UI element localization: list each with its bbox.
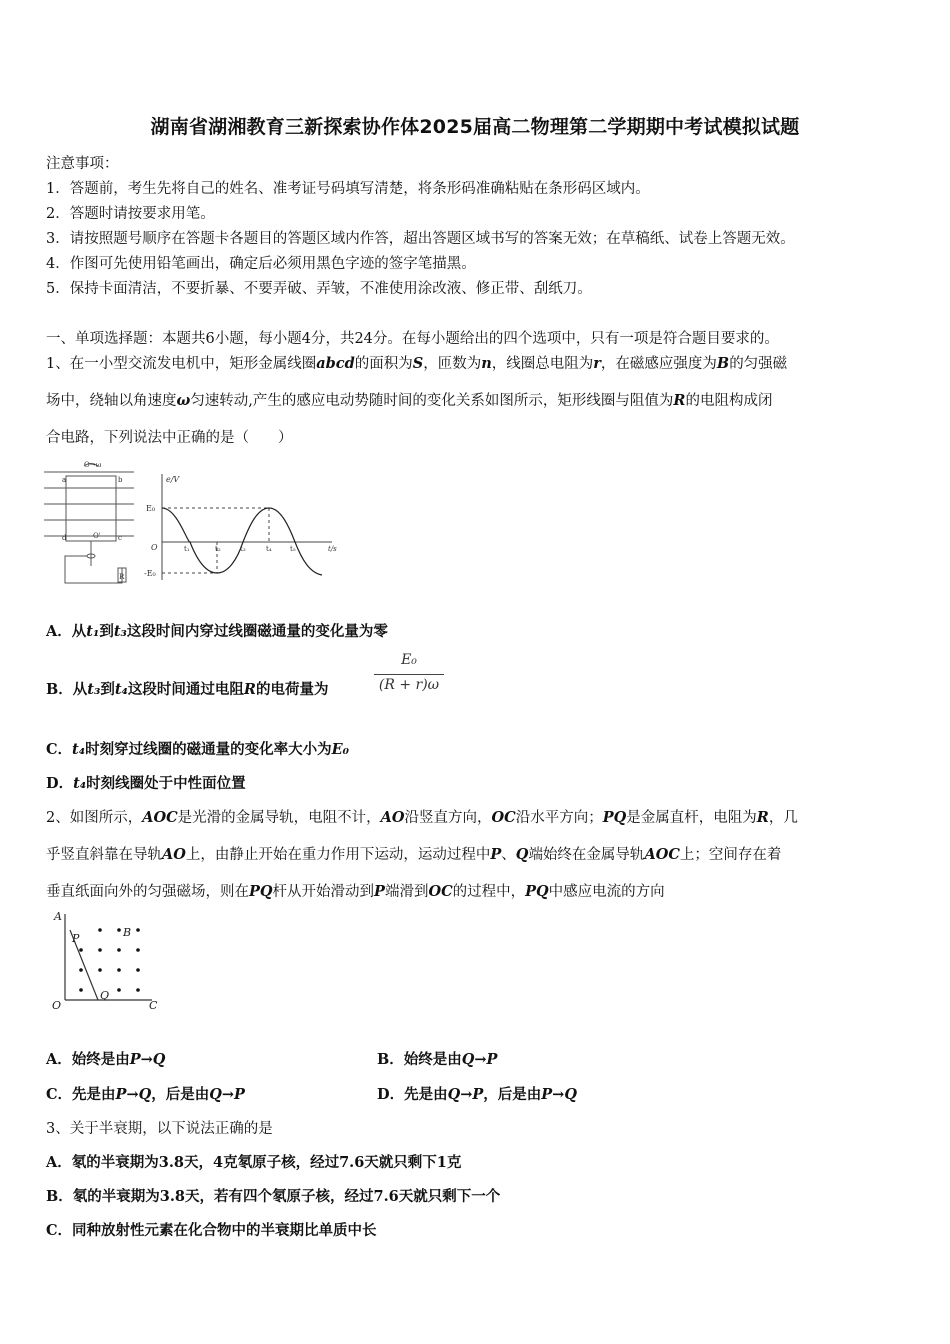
label-b: B [123, 926, 132, 939]
e0-label: E₀ [146, 504, 156, 513]
notice-heading: 注意事项： [46, 156, 119, 172]
coil-label-b: b [118, 476, 123, 484]
label-o: O [52, 999, 62, 1012]
q2-stem-line1: 2、如图所示，AOC是光滑的金属导轨，电阻不计，AO沿竖直方向，OC沿水平方向；PQ是金属直杆，电阻为R，几 [46, 809, 798, 826]
q1-option-b[interactable]: B．从t₃到t₄这段时间通过电阻R的电荷量为 [46, 681, 329, 698]
q3-option-a[interactable]: A．氡的半衰期为3.8天，4克氡原子核，经过7.6天就只剩下1克 [46, 1154, 462, 1171]
notice-item: 5．保持卡面清洁，不要折暴、不要弄破、弄皱，不准使用涂改液、修正带、刮纸刀。 [46, 281, 592, 297]
x-label: t/s [328, 545, 337, 553]
notice-item: 3．请按照题号顺序在答题卡各题目的答题区域内作答，超出答题区域书写的答案无效；在草稿纸、试卷上答题无效。 [46, 231, 795, 247]
q2-option-b[interactable]: B．始终是由Q→P [377, 1051, 498, 1068]
label-c: C [149, 999, 158, 1012]
q2-stem-line2: 乎竖直斜靠在导轨AO上，由静止开始在重力作用下运动，运动过程中P、Q端始终在金属导轨AOC上；空间存在着 [46, 846, 782, 863]
tick-t2: t₂ [215, 545, 221, 553]
coil-label-o: O' [93, 532, 101, 540]
q2-option-a[interactable]: A．始终是由P→Q [46, 1051, 166, 1068]
coil-label-d: d [62, 534, 67, 542]
notice-item: 2．答题时请按要求用笔。 [46, 206, 215, 222]
emf-graph [142, 470, 342, 582]
origin-label: O [151, 543, 158, 552]
notice-item: 4．作图可先使用铅笔画出，确定后必须用黑色字迹的签字笔描黑。 [46, 256, 476, 272]
charge-fraction [372, 650, 446, 696]
tick-t3: t₃ [240, 545, 246, 553]
label-a: A [54, 910, 62, 923]
page-title: 湖南省湖湘教育三新探索协作体2025届高二物理第二学期期中考试模拟试题 [150, 116, 800, 138]
q2-stem-line3: 垂直纸面向外的匀强磁场，则在PQ杆从开始滑动到P端滑到OC的过程中，PQ中感应电流的方向 [46, 883, 665, 900]
q1-stem-line2: 场中，绕轴以角速度ω匀速转动,产生的感应电动势随时间的变化关系如图所示，矩形线圈与阻值为R的电阻构成闭 [46, 392, 773, 409]
q1-option-d[interactable]: D．t₄时刻线圈处于中性面位置 [46, 775, 246, 792]
fraction-numerator: E₀ [401, 652, 417, 668]
coil-label-r: R [119, 573, 125, 581]
y-label: e/V [166, 475, 180, 484]
label-q: Q [100, 989, 110, 1002]
notice-item: 1．答题前，考生先将自己的姓名、准考证号码填写清楚，将条形码准确粘贴在条形码区域内。 [46, 181, 650, 197]
label-p: P [72, 932, 80, 945]
neg-e0-label: -E₀ [144, 569, 156, 578]
q3-option-c[interactable]: C．同种放射性元素在化合物中的半衰期比单质中长 [46, 1222, 377, 1239]
q1-option-c[interactable]: C．t₄时刻穿过线圈的磁通量的变化率大小为E₀ [46, 741, 350, 758]
fraction-denominator: (R + r)ω [378, 677, 440, 693]
q1-stem-line1: 1、在一小型交流发电机中，矩形金属线圈abcd的面积为S，匝数为n，线圈总电阻为r，在磁感应强度为B的匀强磁 [46, 355, 788, 372]
q3-option-b[interactable]: B．氡的半衰期为3.8天，若有四个氡原子核，经过7.6天就只剩下一个 [46, 1188, 501, 1205]
q1-stem-line3: 合电路，下列说法中正确的是（ ） [46, 430, 293, 446]
coil-rotation-label: O→ω [84, 461, 102, 469]
section-header: 一、单项选择题：本题共6小题，每小题4分，共24分。在每小题给出的四个选项中，只有一项是符合题目要求的。 [46, 331, 779, 347]
rail-figure [48, 908, 168, 1014]
generator-coil-figure [40, 458, 140, 590]
q2-option-c[interactable]: C．先是由P→Q，后是由Q→P [46, 1086, 245, 1103]
q2-option-d[interactable]: D．先是由Q→P，后是由P→Q [377, 1086, 577, 1103]
tick-t4: t₄ [266, 545, 272, 553]
q3-stem: 3、关于半衰期，以下说法正确的是 [46, 1121, 273, 1137]
tick-t1: t₁ [184, 545, 190, 553]
coil-label-c: c [118, 534, 122, 542]
q1-option-a[interactable]: A．从t₁到t₃这段时间内穿过线圈磁通量的变化量为零 [46, 623, 388, 640]
coil-label-a: a [62, 476, 67, 484]
tick-t5: t₅ [290, 545, 296, 553]
